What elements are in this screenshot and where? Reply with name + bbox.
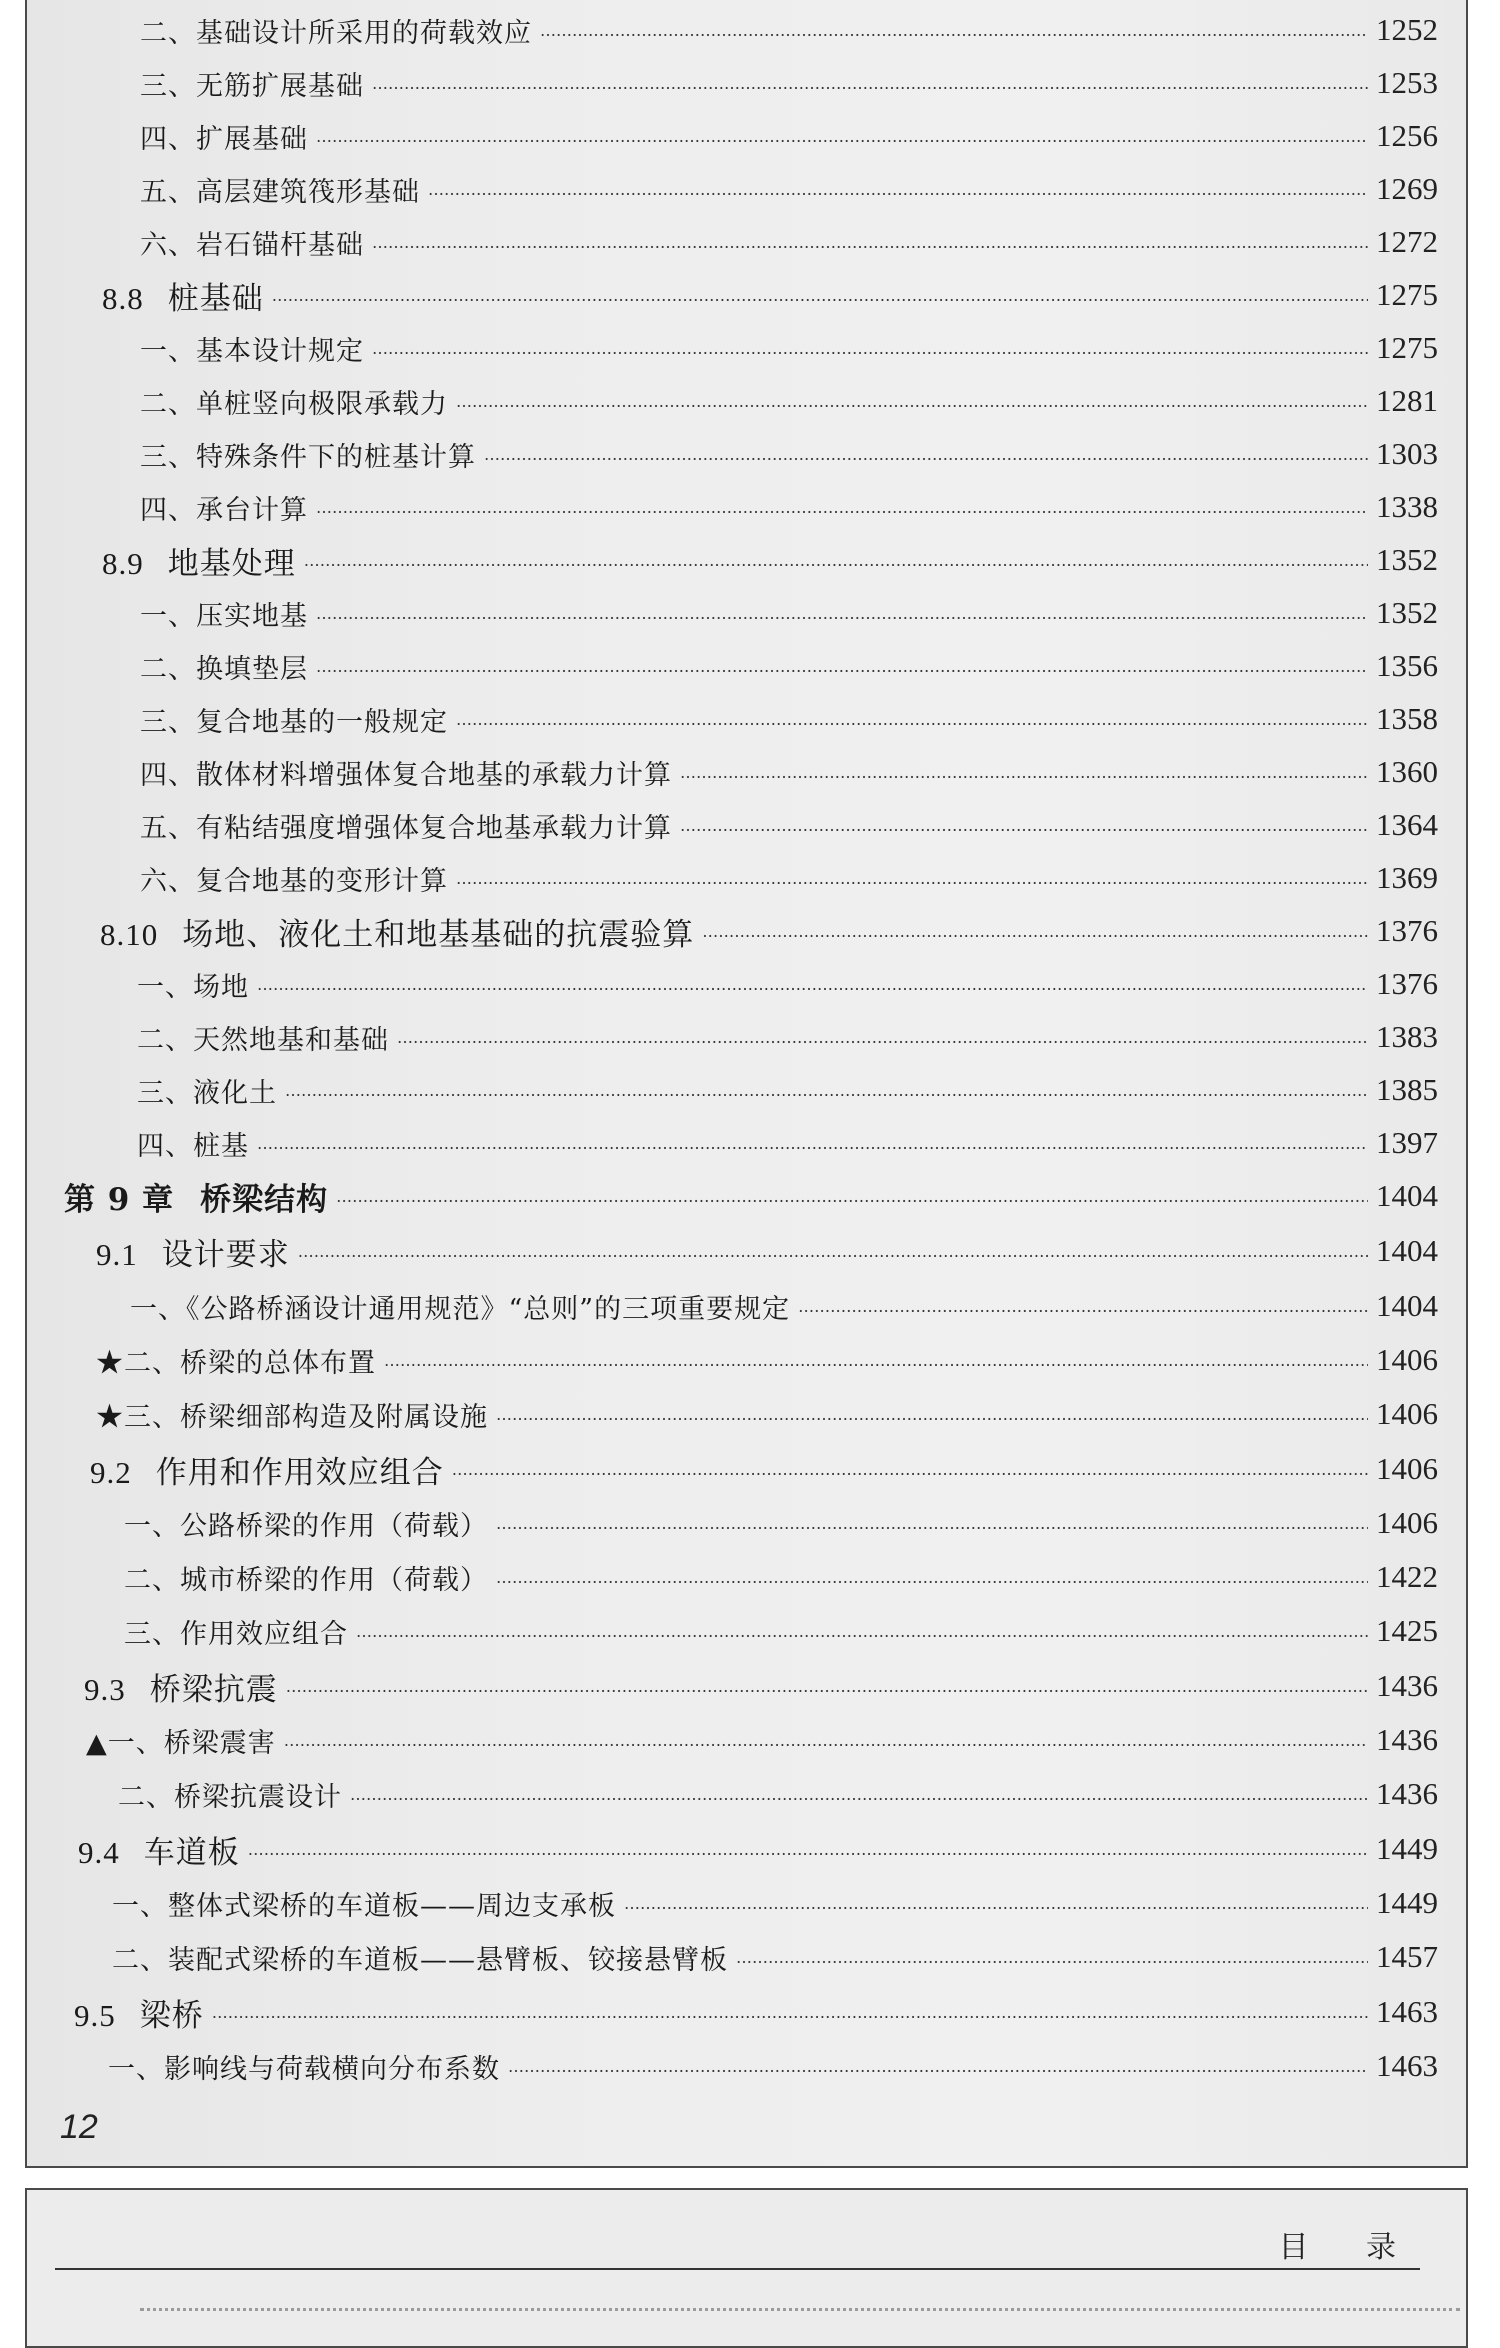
entry-label: 五、高层建筑筏形基础 <box>140 176 420 208</box>
entry-label: 三、液化土 <box>137 1077 277 1109</box>
entry-label: 六、复合地基的变形计算 <box>140 865 448 897</box>
entry-page: 1275 <box>1376 330 1438 365</box>
entry-label: 四、桩基 <box>137 1130 249 1162</box>
entry-page: 1406 <box>1376 1342 1438 1377</box>
section-number: 8.10 <box>100 916 159 952</box>
toc-section <box>102 534 1438 586</box>
entry-page: 1463 <box>1376 1994 1438 2029</box>
leader-dots <box>702 922 1368 941</box>
leader-dots <box>316 498 1368 517</box>
section-number: 9.4 <box>78 1834 120 1870</box>
leader-dots <box>257 1134 1368 1153</box>
entry-page: 1281 <box>1376 383 1438 418</box>
leader-dots <box>397 1028 1368 1047</box>
section-title: 场地、液化土和地基基础的抗震验算 <box>182 916 695 953</box>
toc-entry <box>137 1064 1438 1116</box>
entry-label: 一、整体式梁桥的车道板——周边支承板 <box>112 1890 616 1922</box>
entry-page: 1376 <box>1376 913 1438 948</box>
entry-label: ▲一、桥梁震害 <box>86 1727 276 1759</box>
entry-page: 1436 <box>1376 1668 1438 1703</box>
entry-label: 一、基本设计规定 <box>140 335 364 367</box>
section-number: 9.1 <box>96 1236 138 1272</box>
toc-entry <box>140 746 1438 798</box>
entry-label: 二、装配式梁桥的车道板——悬臂板、铰接悬臂板 <box>112 1944 728 1976</box>
cutoff-line <box>140 2308 1460 2327</box>
section-number: 8.8 <box>102 280 144 316</box>
leader-dots <box>248 1840 1368 1859</box>
leader-dots <box>452 1460 1368 1479</box>
entry-page: 1406 <box>1376 1396 1438 1431</box>
entry-label: 二、城市桥梁的作用（荷载） <box>124 1564 488 1596</box>
leader-dots <box>540 21 1368 40</box>
leader-dots <box>428 180 1368 199</box>
chapter-title: 桥梁结构 <box>200 1181 329 1218</box>
chapter-number: 第 9 章 <box>64 1181 175 1218</box>
running-header: 目 录 <box>1278 2230 1420 2265</box>
toc-section <box>90 1443 1438 1495</box>
leader-dots <box>304 551 1368 570</box>
toc-section <box>102 269 1438 321</box>
entry-page: 1253 <box>1376 65 1438 100</box>
section-title: 地基处理 <box>167 545 296 582</box>
entry-page: 1352 <box>1376 595 1438 630</box>
leader-dots <box>286 1677 1368 1696</box>
entry-label: 五、有粘结强度增强体复合地基承载力计算 <box>140 812 672 844</box>
toc-entry <box>140 322 1438 374</box>
entry-label: ★三、桥梁细部构造及附属设施 <box>96 1401 488 1433</box>
entry-label: 一、场地 <box>137 971 249 1003</box>
entry-label: 二、桥梁抗震设计 <box>118 1781 342 1813</box>
toc-entry <box>140 57 1438 109</box>
leader-dots <box>736 1948 1368 1967</box>
leader-dots <box>316 604 1368 623</box>
entry-page: 1252 <box>1376 12 1438 47</box>
toc-entry <box>140 110 1438 162</box>
toc-entry <box>124 1605 1438 1657</box>
entry-page: 1385 <box>1376 1072 1438 1107</box>
leader-dots <box>680 763 1368 782</box>
leader-dots <box>372 233 1368 252</box>
leader-dots <box>316 127 1368 146</box>
leader-dots <box>496 1514 1368 1533</box>
toc-entry <box>86 1714 1438 1766</box>
entry-label: 二、换填垫层 <box>140 653 308 685</box>
toc-entry <box>137 958 1438 1010</box>
toc-section <box>74 1986 1438 2038</box>
entry-page: 1404 <box>1376 1178 1438 1213</box>
entry-label: 三、复合地基的一般规定 <box>140 706 448 738</box>
toc-section <box>100 905 1438 957</box>
section-title: 设计要求 <box>161 1236 290 1273</box>
entry-page: 1356 <box>1376 648 1438 683</box>
section-title: 作用和作用效应组合 <box>155 1454 444 1491</box>
entry-page: 1256 <box>1376 118 1438 153</box>
leader-dots <box>298 1242 1368 1261</box>
entry-page: 1449 <box>1376 1831 1438 1866</box>
leader-dots <box>680 816 1368 835</box>
toc-entry <box>140 481 1438 533</box>
entry-page: 1303 <box>1376 436 1438 471</box>
leader-dots <box>624 1894 1368 1913</box>
section-number: 9.3 <box>84 1671 126 1707</box>
leader-dots <box>456 392 1368 411</box>
leader-dots <box>484 445 1368 464</box>
leader-dots <box>285 1081 1368 1100</box>
entry-label: 六、岩石锚杆基础 <box>140 229 364 261</box>
leader-dots <box>257 975 1368 994</box>
leader-dots <box>496 1405 1368 1424</box>
leader-dots <box>508 2057 1368 2076</box>
toc-section <box>96 1225 1438 1277</box>
entry-label: 二、基础设计所采用的荷载效应 <box>140 17 532 49</box>
toc-entry <box>140 852 1438 904</box>
toc-entry <box>140 640 1438 692</box>
entry-page: 1358 <box>1376 701 1438 736</box>
entry-page: 1406 <box>1376 1505 1438 1540</box>
toc-section <box>84 1660 1438 1712</box>
entry-page: 1457 <box>1376 1939 1438 1974</box>
entry-label: 一、影响线与荷载横向分布系数 <box>108 2053 500 2085</box>
entry-label: 一、《公路桥涵设计通用规范》“总则”的三项重要规定 <box>130 1293 791 1325</box>
entry-page: 1463 <box>1376 2048 1438 2083</box>
section-title: 桩基础 <box>167 280 264 317</box>
entry-label: 三、特殊条件下的桩基计算 <box>140 441 476 473</box>
toc-entry <box>140 587 1438 639</box>
toc-entry <box>140 799 1438 851</box>
entry-label: 二、单桩竖向极限承载力 <box>140 388 448 420</box>
toc-entry <box>118 1768 1438 1820</box>
entry-label: 四、散体材料增强体复合地基的承载力计算 <box>140 759 672 791</box>
entry-page: 1352 <box>1376 542 1438 577</box>
entry-page: 1425 <box>1376 1613 1438 1648</box>
toc-entry <box>137 1117 1438 1169</box>
section-title: 桥梁抗震 <box>149 1671 278 1708</box>
entry-label: 三、作用效应组合 <box>124 1618 348 1650</box>
section-number: 9.2 <box>90 1454 132 1490</box>
entry-page: 1272 <box>1376 224 1438 259</box>
leader-dots <box>798 1297 1368 1316</box>
leader-dots <box>372 339 1368 358</box>
entry-page: 1383 <box>1376 1019 1438 1054</box>
entry-page: 1369 <box>1376 860 1438 895</box>
entry-page: 1404 <box>1376 1288 1438 1323</box>
toc-entry <box>96 1388 1438 1440</box>
entry-page: 1397 <box>1376 1125 1438 1160</box>
section-number: 8.9 <box>102 545 144 581</box>
leader-dots <box>350 1785 1368 1804</box>
leader-dots <box>212 2003 1368 2022</box>
page-number: 12 <box>60 2108 98 2146</box>
toc-entry <box>137 1011 1438 1063</box>
leader-dots <box>456 869 1368 888</box>
toc-entry <box>140 163 1438 215</box>
toc-entry <box>108 2040 1438 2092</box>
toc-entry <box>112 1931 1438 1983</box>
leader-dots <box>372 74 1368 93</box>
entry-page: 1406 <box>1376 1451 1438 1486</box>
leader-dots <box>496 1568 1368 1587</box>
entry-label: 二、天然地基和基础 <box>137 1024 389 1056</box>
leader-dots <box>456 710 1368 729</box>
toc-entry <box>112 1877 1438 1929</box>
entry-label: 三、无筋扩展基础 <box>140 70 364 102</box>
toc-entry <box>140 693 1438 745</box>
leader-dots <box>316 657 1368 676</box>
toc-chapter <box>64 1170 1438 1222</box>
entry-page: 1360 <box>1376 754 1438 789</box>
entry-page: 1269 <box>1376 171 1438 206</box>
toc-entry <box>140 375 1438 427</box>
entry-page: 1422 <box>1376 1559 1438 1594</box>
section-title: 梁桥 <box>139 1997 204 2034</box>
entry-page: 1449 <box>1376 1885 1438 1920</box>
entry-page: 1338 <box>1376 489 1438 524</box>
leader-dots <box>356 1622 1368 1641</box>
header-rule <box>55 2268 1420 2270</box>
entry-page: 1404 <box>1376 1233 1438 1268</box>
toc-entry <box>140 428 1438 480</box>
entry-label: 一、压实地基 <box>140 600 308 632</box>
entry-page: 1364 <box>1376 807 1438 842</box>
section-title: 车道板 <box>143 1834 240 1871</box>
section-number: 9.5 <box>74 1997 116 2033</box>
toc-entry <box>130 1280 1438 1332</box>
entry-page: 1376 <box>1376 966 1438 1001</box>
toc-entry <box>124 1551 1438 1603</box>
leader-dots <box>272 286 1368 305</box>
toc-entry <box>96 1334 1438 1386</box>
entry-label: 四、承台计算 <box>140 494 308 526</box>
toc-section <box>78 1823 1438 1875</box>
leader-dots <box>384 1351 1368 1370</box>
toc-entry <box>140 4 1438 56</box>
leader-dots <box>284 1731 1368 1750</box>
entry-label: 四、扩展基础 <box>140 123 308 155</box>
entry-label: 一、公路桥梁的作用（荷载） <box>124 1510 488 1542</box>
toc-entry <box>140 216 1438 268</box>
entry-label: ★二、桥梁的总体布置 <box>96 1347 376 1379</box>
leader-dots <box>336 1187 1368 1206</box>
entry-page: 1436 <box>1376 1722 1438 1757</box>
toc-entry <box>124 1497 1438 1549</box>
entry-page: 1275 <box>1376 277 1438 312</box>
entry-page: 1436 <box>1376 1776 1438 1811</box>
